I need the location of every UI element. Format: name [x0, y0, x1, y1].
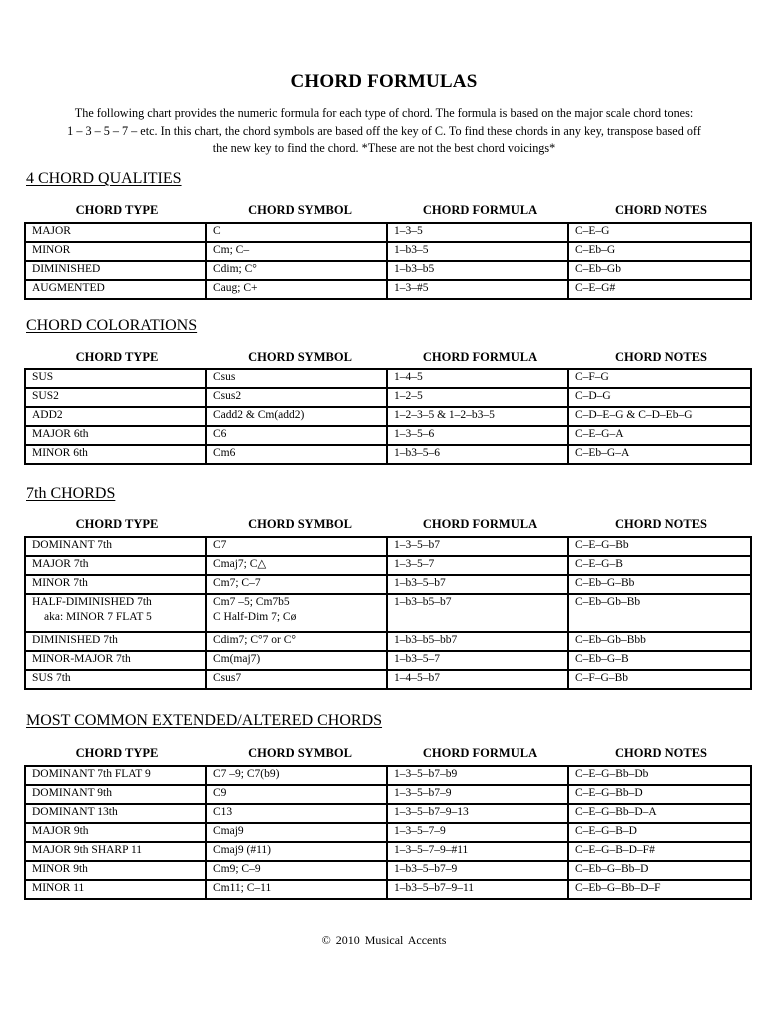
chord-notes-cell: C–Eb–G — [568, 242, 751, 261]
table-row — [25, 823, 751, 842]
table-row — [25, 223, 751, 242]
chord-type-cell: AUGMENTED — [25, 280, 206, 299]
chord-symbol-cell: C13 — [206, 804, 387, 823]
chord-symbol-cell: Cmaj7; C△ — [206, 556, 387, 575]
chord-notes-cell: C–Eb–G–Bb–D — [568, 861, 751, 880]
table-row — [25, 242, 751, 261]
section-title-chord-qualities: 4 CHORD QUALITIES — [26, 170, 182, 187]
chord-notes-cell: C–Eb–G–A — [568, 445, 751, 464]
header-chord-symbol: CHORD SYMBOL — [248, 746, 352, 760]
chord-type-cell: MAJOR 7th — [25, 556, 206, 575]
chord-notes-cell: C–D–E–G & C–D–Eb–G — [568, 407, 751, 426]
header-chord-type: CHORD TYPE — [75, 350, 159, 364]
chord-notes-cell: C–E–G–Bb–Db — [568, 766, 751, 785]
chord-symbol-cell: Cmaj9 (#11) — [206, 842, 387, 861]
chord-formula-cell: 1–3–5–7–9 — [387, 823, 568, 842]
chord-notes-cell: C–Eb–Gb–Bbb — [568, 632, 751, 651]
chord-symbol-line: Cm7 –5; Cm7b5 — [212, 596, 290, 608]
header-chord-notes: CHORD NOTES — [614, 517, 708, 531]
table-row — [25, 766, 751, 785]
chord-formula-cell: 1–b3–5 — [387, 242, 568, 261]
chord-type-cell: ADD2 — [25, 407, 206, 426]
table-row — [25, 280, 751, 299]
chord-notes-cell: C–Eb–Gb–Bb — [568, 594, 751, 632]
chord-symbol-cell: C7 –9; C7(b9) — [206, 766, 387, 785]
header-chord-symbol: CHORD SYMBOL — [248, 350, 352, 364]
chord-notes-cell: C–F–G–Bb — [568, 670, 751, 689]
chord-type-cell: SUS2 — [25, 388, 206, 407]
chord-symbol-cell: Cadd2 & Cm(add2) — [206, 407, 387, 426]
chord-symbol-cell: Cm11; C–11 — [206, 880, 387, 899]
chord-formula-cell: 1–b3–b5 — [387, 261, 568, 280]
chord-symbol-cell: C9 — [206, 785, 387, 804]
chord-type-cell: DIMINISHED — [25, 261, 206, 280]
chord-notes-cell: C–E–G–A — [568, 426, 751, 445]
chord-formula-cell: 1–b3–5–7 — [387, 651, 568, 670]
chord-notes-cell: C–E–G–Bb–D–A — [568, 804, 751, 823]
chord-notes-cell: C–Eb–G–Bb — [568, 575, 751, 594]
chord-formula-cell: 1–b3–b5–b7 — [387, 594, 568, 632]
header-chord-symbol: CHORD SYMBOL — [248, 203, 352, 217]
chord-type-cell: MINOR-MAJOR 7th — [25, 651, 206, 670]
chord-symbol-cell: Csus7 — [206, 670, 387, 689]
chord-type-line: HALF-DIMINISHED 7th — [32, 596, 152, 608]
header-chord-notes: CHORD NOTES — [614, 350, 708, 364]
chord-type-cell: DIMINISHED 7th — [25, 632, 206, 651]
table-row — [25, 556, 751, 575]
chord-type-cell: MINOR 9th — [25, 861, 206, 880]
chord-type-cell: MINOR 11 — [25, 880, 206, 899]
header-chord-notes: CHORD NOTES — [614, 746, 708, 760]
chord-formula-cell: 1–b3–5–b7–9 — [387, 861, 568, 880]
chord-type-cell: SUS — [25, 369, 206, 388]
table-row — [25, 632, 751, 651]
intro-paragraph — [22, 105, 746, 158]
table-row — [25, 388, 751, 407]
table-row — [25, 670, 751, 689]
chord-formula-cell: 1–b3–5–b7–9–11 — [387, 880, 568, 899]
chord-notes-cell: C–D–G — [568, 388, 751, 407]
chord-symbol-cell — [206, 594, 387, 632]
chord-symbol-line-2: C Half-Dim 7; Cø — [212, 611, 297, 623]
table-row — [25, 804, 751, 823]
chord-notes-cell: C–Eb–Gb — [568, 261, 751, 280]
section-title-extended-altered: MOST COMMON EXTENDED/ALTERED CHORDS — [26, 712, 383, 729]
table-row — [25, 785, 751, 804]
table-row — [25, 861, 751, 880]
chord-type-cell: SUS 7th — [25, 670, 206, 689]
chord-formula-cell: 1–b3–5–6 — [387, 445, 568, 464]
chord-symbol-cell: Caug; C+ — [206, 280, 387, 299]
chord-notes-cell: C–E–G# — [568, 280, 751, 299]
chord-symbol-cell: Csus2 — [206, 388, 387, 407]
chord-notes-cell: C–E–G–B–D–F# — [568, 842, 751, 861]
chord-symbol-cell: C6 — [206, 426, 387, 445]
chord-formula-cell: 1–3–5–b7–b9 — [387, 766, 568, 785]
chord-symbol-cell: Cm9; C–9 — [206, 861, 387, 880]
header-chord-symbol: CHORD SYMBOL — [248, 517, 352, 531]
table-row — [25, 426, 751, 445]
chord-type-cell: DOMINANT 7th FLAT 9 — [25, 766, 206, 785]
chord-symbol-cell: Cm7; C–7 — [206, 575, 387, 594]
column-header-row — [24, 350, 752, 368]
chord-notes-cell: C–E–G–Bb — [568, 537, 751, 556]
chord-symbol-cell: Csus — [206, 369, 387, 388]
header-chord-type: CHORD TYPE — [75, 517, 159, 531]
chord-formula-cell: 1–3–5–7 — [387, 556, 568, 575]
chord-type-cell: MAJOR — [25, 223, 206, 242]
chord-formula-cell: 1–3–5–b7–9 — [387, 785, 568, 804]
table-row — [25, 261, 751, 280]
header-chord-type: CHORD TYPE — [75, 203, 159, 217]
chord-symbol-cell: Cdim7; C°7 or C° — [206, 632, 387, 651]
chord-type-cell: MAJOR 6th — [25, 426, 206, 445]
chord-symbol-cell: Cm(maj7) — [206, 651, 387, 670]
chord-type-cell: MAJOR 9th SHARP 11 — [25, 842, 206, 861]
section-title-chord-colorations: CHORD COLORATIONS — [26, 317, 198, 334]
chord-formula-cell: 1–3–5–6 — [387, 426, 568, 445]
table-row — [25, 880, 751, 899]
chord-notes-cell: C–E–G — [568, 223, 751, 242]
chord-formula-cell: 1–3–5 — [387, 223, 568, 242]
chord-formula-cell: 1–b3–5–b7 — [387, 575, 568, 594]
chord-type-cell: MINOR — [25, 242, 206, 261]
chord-table-extended — [24, 765, 752, 900]
chord-symbol-cell: Cdim; C° — [206, 261, 387, 280]
header-chord-type: CHORD TYPE — [75, 746, 159, 760]
chord-symbol-cell: C7 — [206, 537, 387, 556]
column-header-row — [24, 746, 752, 764]
chord-notes-cell: C–E–G–Bb–D — [568, 785, 751, 804]
chord-type-cell: DOMINANT 13th — [25, 804, 206, 823]
chord-symbol-cell: C — [206, 223, 387, 242]
chord-formula-cell: 1–2–3–5 & 1–2–b3–5 — [387, 407, 568, 426]
header-chord-notes: CHORD NOTES — [614, 203, 708, 217]
chord-notes-cell: C–E–G–B — [568, 556, 751, 575]
chord-type-cell: MAJOR 9th — [25, 823, 206, 842]
header-chord-formula: CHORD FORMULA — [422, 517, 538, 531]
column-header-row — [24, 517, 752, 535]
intro-line: 1 – 3 – 5 – 7 – etc. In this chart, the chord symbols are based off the key of C. To find these chords in any key, transpose based off — [67, 123, 701, 138]
table-row — [25, 575, 751, 594]
chord-formula-cell: 1–b3–b5–bb7 — [387, 632, 568, 651]
chord-type-cell: MINOR 7th — [25, 575, 206, 594]
chord-symbol-cell: Cm; C– — [206, 242, 387, 261]
chord-type-cell: DOMINANT 7th — [25, 537, 206, 556]
table-row — [25, 594, 751, 632]
header-chord-formula: CHORD FORMULA — [422, 203, 538, 217]
intro-line: the new key to find the chord. *These are not the best chord voicings* — [212, 141, 556, 155]
table-row — [25, 407, 751, 426]
chord-symbol-cell: Cmaj9 — [206, 823, 387, 842]
chord-formula-cell: 1–3–5–7–9–#11 — [387, 842, 568, 861]
chord-formula-cell: 1–3–#5 — [387, 280, 568, 299]
chord-type-cell — [25, 594, 206, 632]
chord-table-qualities — [24, 222, 752, 300]
chord-notes-cell: C–F–G — [568, 369, 751, 388]
chord-type-cell: MINOR 6th — [25, 445, 206, 464]
chord-symbol-cell: Cm6 — [206, 445, 387, 464]
chord-formula-cell: 1–3–5–b7–9–13 — [387, 804, 568, 823]
chord-formula-cell: 1–3–5–b7 — [387, 537, 568, 556]
chord-formula-cell: 1–4–5 — [387, 369, 568, 388]
chord-type-cell: DOMINANT 9th — [25, 785, 206, 804]
section-title-7th-chords: 7th CHORDS — [26, 485, 116, 502]
table-row — [25, 842, 751, 861]
chord-type-aka: aka: MINOR 7 FLAT 5 — [44, 611, 152, 623]
table-row — [25, 369, 751, 388]
chord-notes-cell: C–E–G–B–D — [568, 823, 751, 842]
chord-formula-cell: 1–4–5–b7 — [387, 670, 568, 689]
page-title: CHORD FORMULAS — [290, 71, 478, 92]
header-chord-formula: CHORD FORMULA — [422, 350, 538, 364]
copyright-footer: © 2010 Musical Accents — [321, 933, 447, 947]
chord-notes-cell: C–Eb–G–B — [568, 651, 751, 670]
column-header-row — [24, 203, 752, 221]
table-row — [25, 651, 751, 670]
table-row — [25, 445, 751, 464]
table-row — [25, 537, 751, 556]
intro-line: The following chart provides the numeric formula for each type of chord. The formula is based on the major scale chord tones: — [74, 106, 694, 120]
chord-table-7th — [24, 536, 752, 690]
chord-table-colorations — [24, 368, 752, 465]
chord-notes-cell: C–Eb–G–Bb–D–F — [568, 880, 751, 899]
chord-formula-cell: 1–2–5 — [387, 388, 568, 407]
header-chord-formula: CHORD FORMULA — [422, 746, 538, 760]
